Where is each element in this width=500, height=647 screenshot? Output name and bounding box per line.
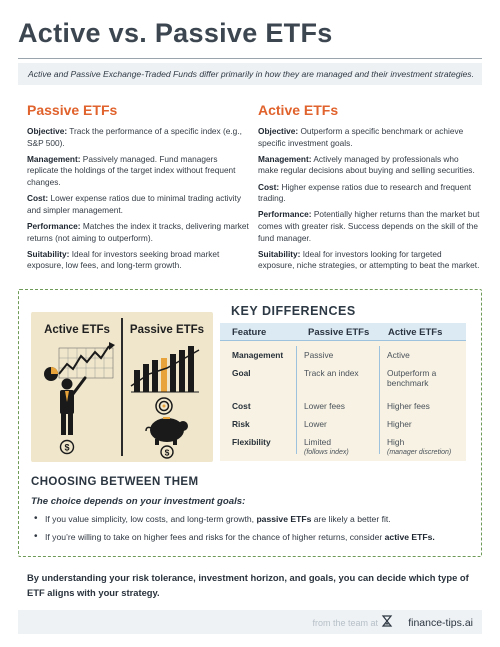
passive-column <box>27 102 249 277</box>
key-differences-title: KEY DIFFERENCES <box>231 304 356 318</box>
active-objective: Objective: Outperform a specific benchmark or achieve specific investment goals. <box>258 126 464 148</box>
list-item: • If you’re willing to take on higher fees and risks for the chance of higher returns, consider active ETFs. <box>31 532 435 542</box>
footer-bar <box>18 610 482 634</box>
column-divider <box>379 346 380 454</box>
svg-text:$: $ <box>64 442 70 453</box>
active-heading: Active ETFs <box>258 102 339 118</box>
column-divider <box>296 346 297 454</box>
key-differences-table: Feature Passive ETFs Active ETFs Management Passive Active Goal Track an index Outperform a benchmark Cost Lower fees Higher fees Risk Lower Higher Flexibility Limited (follows index) High (manager discretion) <box>220 323 466 461</box>
active-cost: Cost: Higher expense ratios due to research and frequent trading. <box>258 181 472 204</box>
header-feature: Feature <box>232 327 267 338</box>
illustration-active-label: Active ETFs <box>44 324 110 336</box>
businessman-icon <box>60 378 85 435</box>
active-chart-icon <box>59 342 115 378</box>
passive-dollar-coin-icon <box>161 446 173 458</box>
svg-text:$: $ <box>164 447 170 458</box>
header-active: Active ETFs <box>388 327 443 338</box>
target-icon <box>156 398 172 414</box>
header-passive: Passive ETFs <box>308 327 370 338</box>
active-column <box>258 102 480 277</box>
choosing-list <box>31 514 435 550</box>
choosing-title: CHOOSING BETWEEN THEM <box>31 476 199 488</box>
passive-performance: Performance: Matches the index it tracks, delivering market returns (not aiming to outperform). <box>27 220 249 243</box>
conclusion-text: By understanding your risk tolerance, investment horizon, and goals, you can decide which type of ETF aligns with your strategy. <box>27 572 469 598</box>
footer-brand[interactable]: finance-tips.ai <box>408 616 473 629</box>
active-management: Management: Actively managed by professionals who make regular decisions about buying and selling securities. <box>258 153 475 176</box>
active-dollar-coin-icon <box>61 441 74 454</box>
active-performance: Performance: Potentially higher returns than the market but comes with greater risk. Success depends on the skill of the fund manager. <box>258 209 480 243</box>
choosing-subtitle: The choice depends on your investment goals: <box>31 496 246 507</box>
piggy-bank-icon <box>146 417 188 445</box>
etf-illustration-svg <box>31 312 213 462</box>
passive-objective: Objective: Track the performance of a specific index (e.g., S&P 500). <box>27 126 242 148</box>
passive-heading: Passive ETFs <box>27 102 118 118</box>
intro-banner: Active and Passive Exchange-Traded Funds differ primarily in how they are managed and their investment strategies. <box>18 63 482 85</box>
pie-chart-icon <box>44 367 58 381</box>
list-item: • If you value simplicity, low costs, and long-term growth, passive ETFs are likely a better fit. <box>31 514 435 524</box>
active-suitability: Suitability: Ideal for investors looking for targeted exposure, niche strategies, or attempting to beat the market. <box>258 248 480 271</box>
page-title: Active vs. Passive ETFs <box>18 18 333 48</box>
hourglass-logo-icon <box>381 615 393 629</box>
title-divider <box>18 58 482 59</box>
comparison-box <box>18 289 482 557</box>
passive-bar-chart-icon <box>131 346 199 392</box>
illustration-passive-label: Passive ETFs <box>129 324 205 336</box>
passive-cost: Cost: Lower expense ratios due to minimal trading activity and simpler management. <box>27 193 241 215</box>
passive-management: Management: Passively managed. Fund managers replicate the holdings of the target index without frequent changes. <box>27 153 236 187</box>
passive-suitability: Suitability: Ideal for investors seeking broad market exposure, low fees, and long-term growth. <box>27 248 220 271</box>
table-header-row <box>220 323 466 341</box>
etf-illustration <box>31 312 213 462</box>
footer-lead: from the team at <box>312 618 378 628</box>
